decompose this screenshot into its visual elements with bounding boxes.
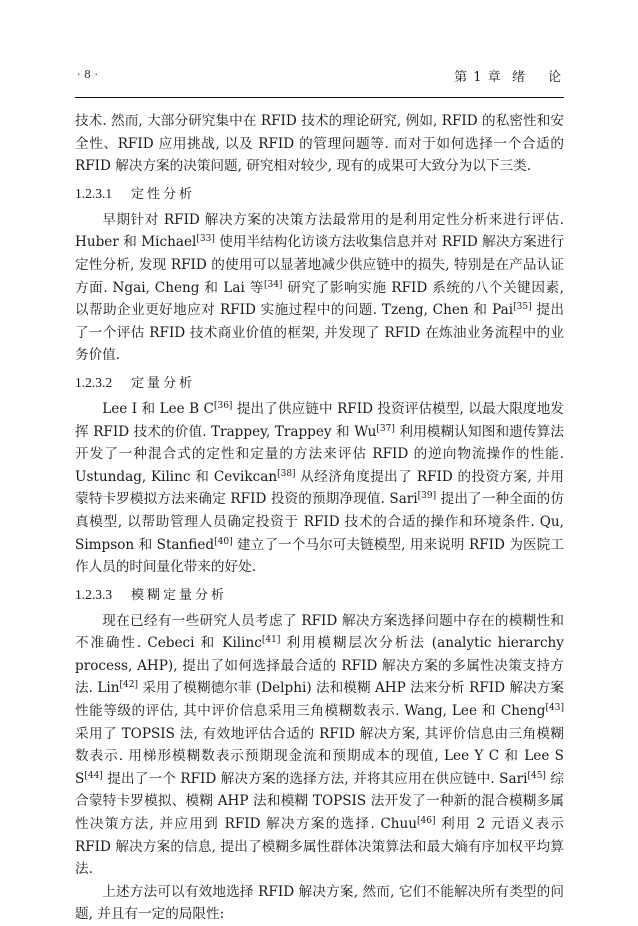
citation-reference[interactable]: [38] bbox=[277, 468, 296, 479]
citation-reference[interactable]: [34] bbox=[263, 279, 283, 290]
section-heading bbox=[75, 184, 564, 205]
text-run: 使用半结构化访谈方法收集信息并对 RFID 解决方案进行定性分析, 发现 RFID 的使用可以显著地减少供应链中的损失, 特别是在产品认证方面. Ngai, Cheng 和 Lai 等 bbox=[75, 234, 564, 296]
text-run: Lee I 和 Lee B C bbox=[102, 400, 214, 417]
running-header bbox=[75, 64, 564, 86]
section-heading bbox=[75, 373, 564, 394]
citation-reference[interactable]: [37] bbox=[376, 423, 395, 434]
intro-paragraph: 技术. 然而, 大部分研究集中在 RFID 技术的理论研究, 例如, RFID 的私密性和安全性、RFID 应用挑战, 以及 RFID 的管理问题等. 而对于如何选择一个合适的 RFID 解决方案的决策问题, 研究相对较少, 现有的成果可大致分为以下三类. bbox=[75, 113, 564, 175]
text-run: 提出了一种全面的仿真模型, 以帮助管理人员确定投资于 RFID 技术的合适的操作和环境条件. Qu, Simpson 和 Stanfied bbox=[75, 491, 565, 553]
document-page bbox=[75, 64, 564, 926]
citation-reference[interactable]: [45] bbox=[527, 770, 546, 781]
section-title: 模糊定量分析 bbox=[131, 587, 228, 603]
text-run: 早期针对 RFID 解决方案的决策方法最常用的是利用定性分析来进行评估. Huber 和 Michael bbox=[75, 211, 564, 251]
citation-reference[interactable]: [46] bbox=[417, 816, 436, 827]
chapter-title-part2: 论 bbox=[547, 70, 562, 85]
section-number: 1.2.3.3 bbox=[75, 586, 113, 602]
citation-reference[interactable]: [41] bbox=[261, 635, 281, 646]
text-run: 采用了 TOPSIS 法, 有效地评估合适的 RFID 解决方案, 其评价信息由三角模糊数表示. 用梯形模糊数表示预期现金流和预期成本的现值, Lee Y C 和 Lee S S bbox=[75, 725, 564, 787]
text-run: 利用模糊层次分析法 (analytic hierarchy process, AHP), 提出了如何选择最合适的 RFID 解决方案的多属性决策支持方法. Lin bbox=[75, 635, 564, 697]
citation-reference[interactable]: [43] bbox=[545, 703, 564, 714]
chapter-prefix: 第 1 章 bbox=[454, 70, 502, 85]
section-heading bbox=[75, 585, 564, 606]
citation-reference[interactable]: [39] bbox=[417, 491, 437, 502]
text-run: 提出了供应链中 RFID 投资评估模型, 以最大限度地发挥 RFID 技术的价值. Trappey, Trappey 和 Wu bbox=[75, 400, 564, 440]
text-run: 提出了一个评估 RFID 技术商业价值的框架, 并发现了 RFID 在炼油业务流程中的业务价值. bbox=[75, 302, 564, 364]
body-paragraph bbox=[75, 881, 564, 926]
header-rule bbox=[75, 97, 564, 98]
text-run: 提出了一个 RFID 解决方案的选择方法, 并将其应用在供应链中. Sari bbox=[102, 770, 528, 787]
text-run: 综合蒙特卡罗模拟、模糊 AHP 法和模糊 TOPSIS 法开发了一种新的混合模糊多属性决策方法, 并应用到 RFID 解决方案的选择. Chuu bbox=[75, 770, 564, 833]
section-title: 定性分析 bbox=[131, 186, 196, 202]
text-run: 采用了模糊德尔菲 (Delphi) 法和模糊 AHP 法来分析 RFID 解决方案性能等级的评估, 其中评价信息采用三角模糊数表示. Wang, Lee 和 Cheng bbox=[75, 680, 564, 720]
text-run: 利用模糊认知图和遗传算法开发了一种混合式的定性和定量的方法来评估 RFID 的逆向物流操作的性能. Ustundag, Kilinc 和 Cevikcan bbox=[75, 423, 564, 485]
citation-reference[interactable]: [36] bbox=[213, 400, 233, 411]
body-paragraph bbox=[75, 610, 564, 881]
section-number: 1.2.3.2 bbox=[75, 374, 113, 390]
text-run: 建立了一个马尔可夫链模型, 用来说明 RFID 为医院工作人员的时间量化带来的好处. bbox=[75, 536, 564, 576]
citation-reference[interactable]: [44] bbox=[84, 770, 103, 781]
body-paragraph bbox=[75, 209, 564, 367]
chapter-title-part1: 绪 bbox=[511, 70, 526, 85]
body-text bbox=[75, 110, 564, 926]
section-title: 定量分析 bbox=[131, 375, 196, 391]
body-paragraph bbox=[75, 398, 564, 579]
text-run: 研究了影响实施 RFID 系统的八个关键因素, 以帮助企业更好地应对 RFID 实施过程中的问题. Tzeng, Chen 和 Pai bbox=[75, 279, 564, 319]
citation-reference[interactable]: [35] bbox=[513, 302, 532, 313]
page-number: · 8 · bbox=[77, 68, 98, 81]
citation-reference[interactable]: [42] bbox=[119, 680, 138, 691]
section-number: 1.2.3.1 bbox=[75, 185, 113, 201]
text-run: 从经济角度提出了 RFID 的投资方案, 并用蒙特卡罗模拟方法来确定 RFID 投资的预期净现值. Sari bbox=[75, 468, 564, 508]
text-run: 现在已经有一些研究人员考虑了 RFID 解决方案选择问题中存在的模糊性和不准确性. Cebeci 和 Kilinc bbox=[75, 612, 564, 652]
text-run: 上述方法可以有效地选择 RFID 解决方案, 然而, 它们不能解决所有类型的问题, 并且有一定的局限性: bbox=[75, 883, 564, 923]
chapter-title bbox=[454, 66, 562, 85]
citation-reference[interactable]: [40] bbox=[214, 536, 233, 547]
citation-reference[interactable]: [33] bbox=[196, 234, 215, 245]
text-run: 利用 2 元语义表示 RFID 解决方案的信息, 提出了模糊多属性群体决策算法和最大熵有序加权平均算法. bbox=[75, 816, 564, 878]
